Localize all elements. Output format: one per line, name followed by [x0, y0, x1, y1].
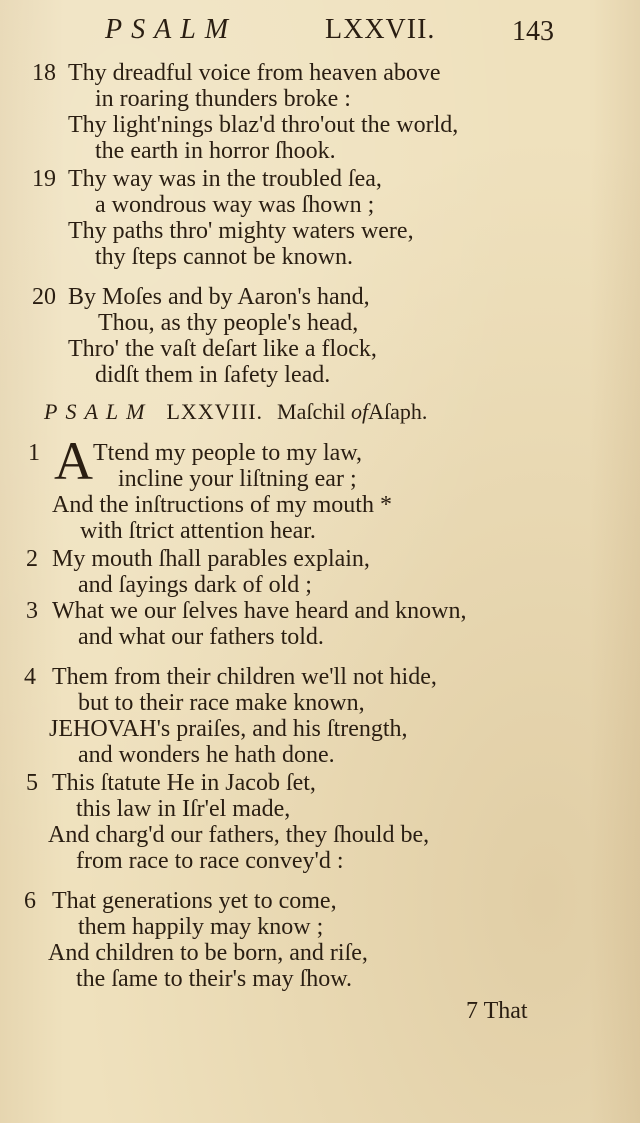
verse-line: By Moſes and by Aaron's hand, — [68, 284, 370, 310]
verse-line: Thy paths thro' mighty waters were, — [68, 218, 414, 244]
psalm-subtitle: Maſchil — [277, 399, 346, 424]
verse-line: and what our fathers told. — [78, 624, 324, 650]
psalm-subtitle-of: of — [350, 399, 369, 424]
verse-line: a wondrous way was ſhown ; — [95, 192, 375, 218]
verse-line: the earth in horror ſhook. — [95, 138, 336, 164]
verse-line: this law in Iſr'el made, — [76, 796, 291, 822]
psalm-heading — [44, 399, 427, 425]
running-title: PSALM — [105, 14, 238, 45]
verse-line: JEHOVAH's praiſes, and his ſtrength, — [49, 716, 408, 742]
psalm-number: LXXVIII. — [166, 399, 264, 424]
verse-line: and ſayings dark of old ; — [78, 572, 312, 598]
drop-cap: A — [54, 431, 93, 491]
verse-number: 19 — [32, 166, 56, 192]
verse-line: This ſtatute He in Jacob ſet, — [52, 770, 316, 796]
verse-number: 4 — [24, 664, 36, 690]
verse-line: And children to be born, and riſe, — [48, 940, 368, 966]
verse-line: incline your liſtning ear ; — [118, 466, 357, 492]
verse-number: 1 — [28, 440, 40, 466]
verse-line: Thou, as thy people's head, — [98, 310, 359, 336]
verse-line: them happily may know ; — [78, 914, 324, 940]
verse-line: didſt them in ſafety lead. — [95, 362, 331, 388]
verse-line: My mouth ſhall parables explain, — [52, 546, 370, 572]
verse-line: And charg'd our fathers, they ſhould be, — [48, 822, 430, 848]
verse-line: thy ſteps cannot be known. — [95, 244, 353, 270]
verse-number: 2 — [26, 546, 38, 572]
psalm-author: Aſaph. — [368, 399, 428, 424]
verse-line: That generations yet to come, — [52, 888, 337, 914]
verse-line: and wonders he hath done. — [78, 742, 335, 768]
verse-number: 18 — [32, 60, 56, 86]
verse-line: Thy way was in the troubled ſea, — [68, 166, 382, 192]
catchword: 7 That — [466, 998, 528, 1024]
verse-line: in roaring thunders broke : — [95, 86, 351, 112]
verse-number: 20 — [32, 284, 56, 310]
verse-line: but to their race make known, — [78, 690, 365, 716]
verse-line: Thy dreadful voice from heaven above — [68, 60, 441, 86]
verse-number: 5 — [26, 770, 38, 796]
verse-line: Thy light'nings blaz'd thro'out the world, — [68, 112, 459, 138]
verse-number: 3 — [26, 598, 38, 624]
verse-number: 6 — [24, 888, 36, 914]
verse-line: with ſtrict attention hear. — [80, 518, 316, 544]
page-number: 143 — [512, 16, 554, 47]
verse-line: Ttend my people to my law, — [93, 440, 363, 466]
running-psalm-number: LXXVII. — [325, 14, 436, 45]
psalm-word: PSALM — [44, 399, 153, 424]
verse-line: from race to race convey'd : — [76, 848, 344, 874]
verse-line: And the inſtructions of my mouth * — [52, 492, 392, 518]
verse-line: the ſame to their's may ſhow. — [76, 966, 353, 992]
verse-line: Thro' the vaſt deſart like a flock, — [68, 336, 377, 362]
verse-line: Them from their children we'll not hide, — [52, 664, 437, 690]
verse-line: What we our ſelves have heard and known, — [52, 598, 467, 624]
